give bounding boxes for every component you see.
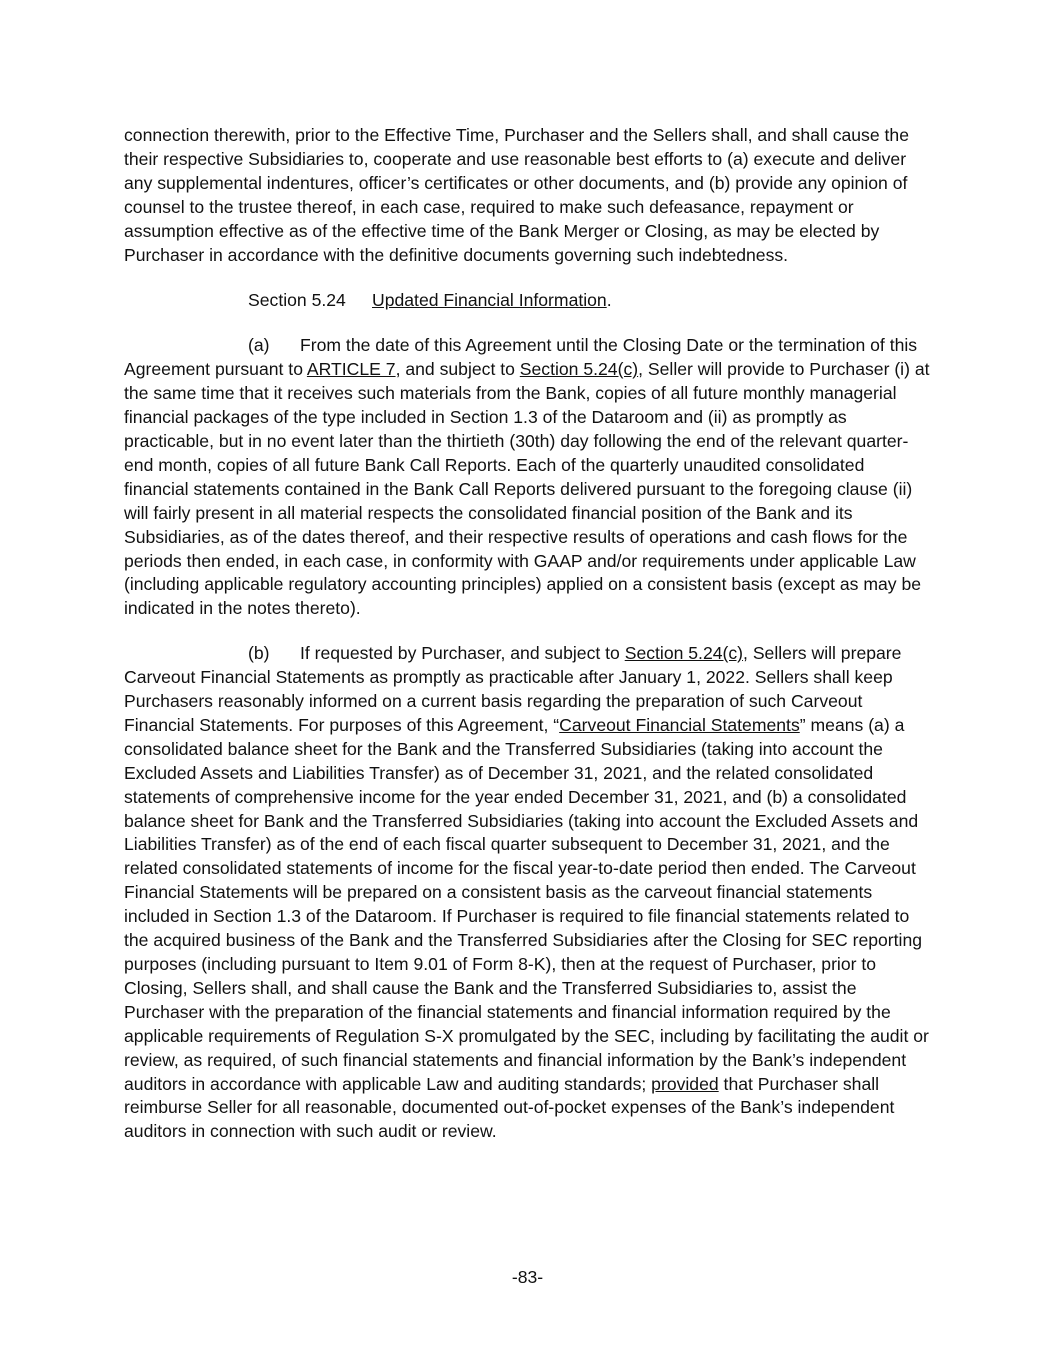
paragraph-a [124,334,932,621]
paragraph-b-text-4: that Purchaser shall reimburse Seller for all reasonable, documented out-of-pocket expenses of the Bank’s independent auditors in connection with such audit or review. [124,1073,895,1142]
defined-term-carveout: Carveout Financial Statements [559,714,800,735]
paragraph-b-text-1: If requested by Purchaser, and subject to [300,643,625,664]
paragraph-b-text-2: , Sellers will prepare Carveout Financial Statements as promptly as practicable after January 1, 2022. Sellers shall keep Purchasers reasonably informed on a current basis regarding the preparation of such Carveout Financial Statements. For purposes of this Agreement, “ [124,643,902,735]
paragraph-b-text-3: ” means (a) a consolidated balance sheet for the Bank and the Transferred Subsidiaries (taking into account the Excluded Assets and Liabilities Transfer) as of December 31, 2021, and the related consolidated statements of comprehensive income for the year ended December 31, 2021, and (b) a consolidated balance sheet for Bank and the Transferred Subsidiaries (taking into account the Excluded Assets and Liabilities Transfer) as of the end of each fiscal quarter subsequent to December 31, 2021, and the related consolidated statements of income for the fiscal year-to-date period then ended. The Carveout Financial Statements will be prepared on a consistent basis as the carveout financial statements included in Section 1.3 of the Dataroom. If Purchaser is required to file financial statements related to the acquired business of the Bank and the Transferred Subsidiaries after the Closing for SEC reporting purposes (including pursuant to Item 9.01 of Form 8-K), then at the request of Purchaser, prior to Closing, Sellers shall, and shall cause the Bank and the Transferred Subsidiaries to, assist the Purchaser with the preparation of the financial statements and financial information required by the applicable requirements of Regulation S-X promulgated by the SEC, including by facilitating the audit or review, as required, of such financial statements and financial information by the Bank’s independent auditors in accordance with applicable Law and auditing standards; [124,714,929,1094]
document-page [124,124,932,1144]
paragraph-b [124,642,932,1144]
paragraph-a-text-1: From the date of this Agreement until the Closing Date or the termination of this Agreement pursuant to [124,335,918,380]
article-7-reference: ARTICLE 7 [306,359,396,380]
paragraph-a-text-3: , Seller will provide to Purchaser (i) at the same time that it receives such materials from the Bank, copies of all future monthly managerial financial packages of the type included in Section 1.3 of the Dataroom and (ii) as promptly as practicable, but in no event later than the thirtieth (30th) day following the end of the relevant quarter-end month, copies of all future Bank Call Reports. Each of the quarterly unaudited consolidated financial statements contained in the Bank Call Reports delivered pursuant to the foregoing clause (ii) will fairly present in all material respects the consolidated financial position of the Bank and its Subsidiaries, as of the dates thereof, and their respective results of operations and cash flows for the periods then ended, in each case, in conformity with GAAP and/or requirements under applicable Law (including applicable regulatory accounting principles) applied on a consistent basis (except as may be indicated in the notes thereto). [124,359,930,619]
section-heading [124,289,932,313]
proviso-term: provided [651,1073,719,1094]
paragraph-b-label: (b) [248,643,270,664]
section-5-24c-reference-b: Section 5.24(c) [624,643,744,664]
paragraph-a-label: (a) [248,335,270,356]
section-title-period: . [606,290,612,311]
section-5-24c-reference: Section 5.24(c) [519,359,639,380]
paragraph-a-text-2: , and subject to [395,359,520,380]
intro-paragraph: connection therewith, prior to the Effective Time, Purchaser and the Sellers shall, and shall cause the their respective Subsidiaries to, cooperate and use reasonable best efforts to (a) execute and deliver any supplemental indentures, officer’s certificates or other documents, and (b) provide any opinion of counsel to the trustee thereof, in each case, required to make such defeasance, repayment or assumption effective as of the effective time of the Bank Merger or Closing, as may be elected by Purchaser in accordance with the definitive documents governing such indebtedness. [124,125,909,265]
section-title: Updated Financial Information [372,290,607,311]
page-number: -83- [511,1267,544,1287]
section-number: Section 5.24 [248,290,346,311]
